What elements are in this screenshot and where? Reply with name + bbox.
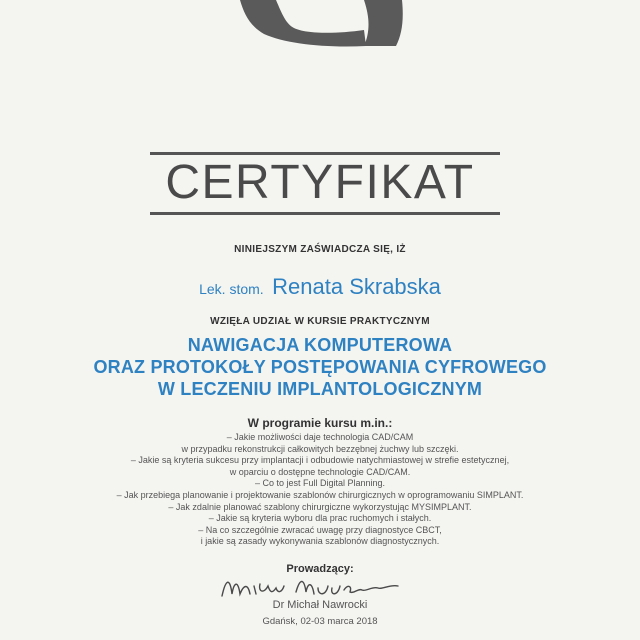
- place-date: Gdańsk, 02-03 marca 2018: [262, 616, 378, 627]
- course-title-line: ORAZ PROTOKOŁY POSTĘPOWANIA CYFROWEGO: [93, 357, 547, 377]
- program-line: – Jakie możliwości daje technologia CAD/CAM: [226, 432, 414, 442]
- brand-logo-icon: [236, 0, 406, 48]
- recipient-name: Renata Skrabska: [272, 274, 441, 299]
- program-line: – Jakie są kryteria sukcesu przy implantacji i odbudowie natychmiastowej w strefie estetycznej,: [130, 455, 510, 466]
- title-bottom-rule: [150, 212, 500, 215]
- program-line: – Jak przebiega planowanie i projektowanie szablonów chirurgicznych w oprogramowaniu SIMPLANT.: [116, 489, 524, 500]
- program-line: – Jakie są kryteria wyboru dla prac ruchomych i stałych.: [208, 513, 432, 524]
- program-line: – Co to jest Full Digital Planning.: [254, 478, 386, 489]
- leader-name: Dr Michał Nawrocki: [272, 599, 368, 611]
- handwritten-signature: [214, 572, 414, 602]
- participation-text: WZIĘŁA UDZIAŁ W KURSIE PRAKTYCZNYM: [210, 316, 430, 327]
- course-title-line: NAWIGACJA KOMPUTEROWA: [187, 335, 453, 355]
- program-heading: W programie kursu m.in.:: [247, 416, 393, 430]
- recipient-line: [0, 274, 640, 300]
- recipient-prefix: Lek. stom.: [199, 281, 264, 297]
- certificate-title: CERTYFIKAT: [165, 156, 475, 209]
- program-line: – Jak zdalnie planować szablony chirurgiczne wykorzystując MYSIMPLANT.: [168, 501, 472, 512]
- program-line: w przypadku rekonstrukcji całkowitych bezzębnej żuchwy lub szczęki.: [181, 443, 459, 454]
- course-title: [0, 334, 640, 400]
- leaders-label: Prowadzący:: [286, 563, 354, 575]
- intro-text: NINIEJSZYM ZAŚWIADCZA SIĘ, IŻ: [234, 244, 406, 255]
- program-line: – Na co szczególnie zwracać uwagę przy diagnostyce CBCT,: [198, 524, 442, 535]
- program-list: [0, 432, 640, 548]
- program-line: i jakie są zasady wykonywania szablonów diagnostycznych.: [200, 536, 440, 547]
- program-line: w oparciu o dostępne technologie CAD/CAM.: [229, 466, 411, 477]
- course-title-line: W LECZENIU IMPLANTOLOGICZNYM: [157, 379, 483, 399]
